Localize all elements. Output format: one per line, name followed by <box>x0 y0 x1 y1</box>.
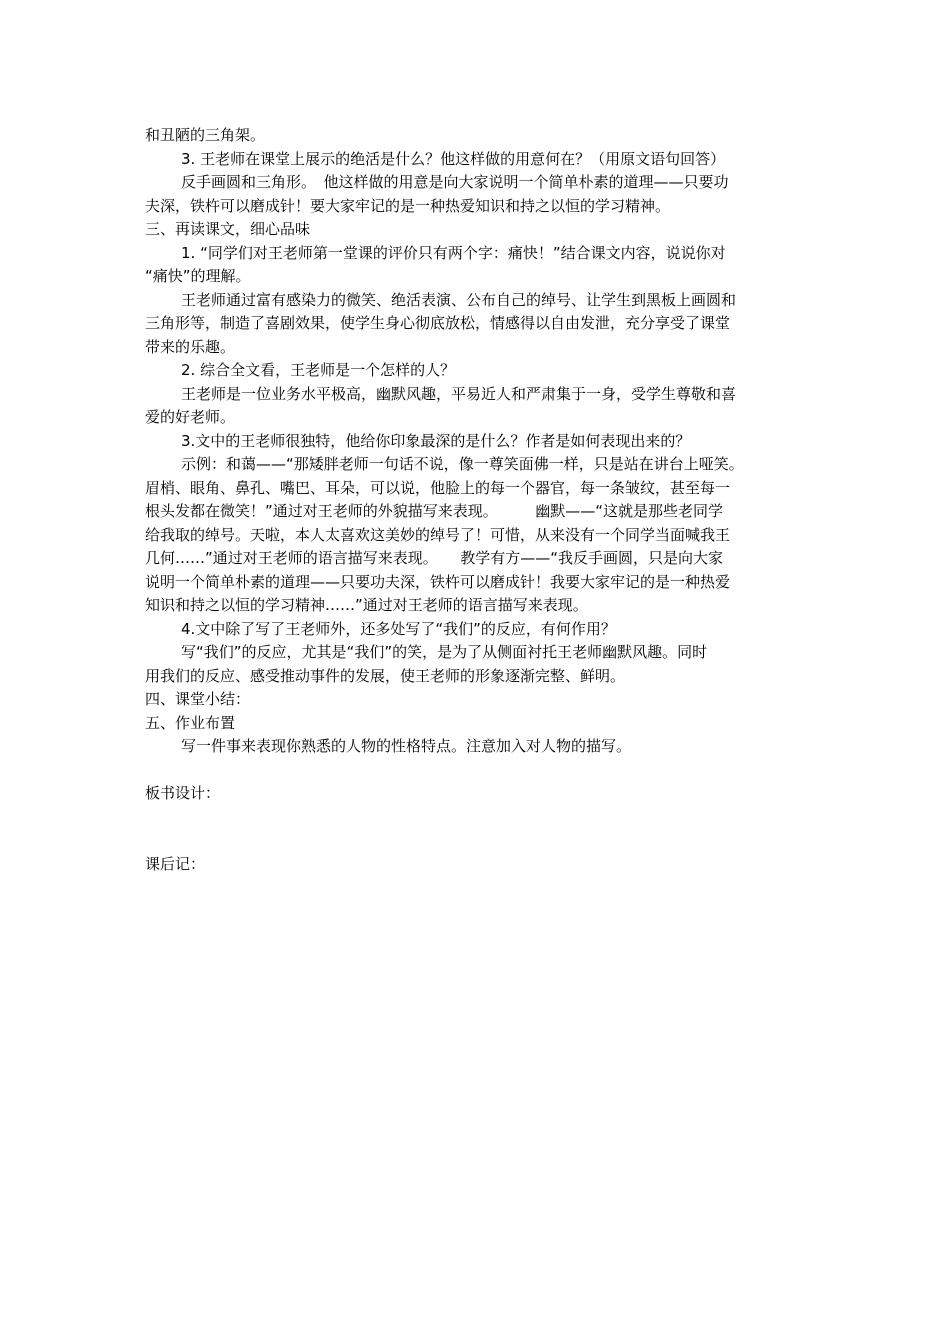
question-3: 3. 王老师在课堂上展示的绝活是什么？他这样做的用意何在？（用原文语句回答） <box>181 149 726 168</box>
section-heading-3: 三、再读课文，细心品味 <box>145 220 311 238</box>
answer-2-line-1: 王老师是一位业务水平极高，幽默风趣，平易近人和严肃集于一身，受学生尊敬和喜 <box>181 384 737 403</box>
example-line-4: 给我取的绰号。天啦，本人太喜欢这美妙的绰号了！可惜，从来没有一个同学当面喊我王 <box>145 525 731 544</box>
answer-1-line-2: 三角形等，制造了喜剧效果，使学生身心彻底放松，情感得以自由发泄，充分享受了课堂 <box>145 314 731 332</box>
question-1-line-2: “痛快”的理解。 <box>145 267 251 285</box>
section-heading-5: 五、作业布置 <box>145 713 236 732</box>
example-line-3: 根头发都在微笑！”通过对王老师的外貌描写来表现。 幽默——“这就是那些老同学 <box>145 502 724 520</box>
example-line-6: 说明一个简单朴素的道理——只要功夫深，铁杵可以磨成针！我要大家牢记的是一种热爱 <box>145 572 731 591</box>
homework-text: 写一件事来表现你熟悉的人物的性格特点。注意加入对人物的描写。 <box>181 737 632 755</box>
answer-4-line-2: 用我们的反应、感受推动事件的发展，使王老师的形象逐渐完整、鲜明。 <box>145 666 626 685</box>
example-line-7: 知识和持之以恒的学习精神……”通过对王老师的语言描写来表现。 <box>145 596 588 614</box>
answer-3-line-1: 反手画圆和三角形。 他这样做的用意是向大家说明一个简单朴素的道理——只要功 <box>181 173 729 191</box>
example-line-5: 几何……”通过对王老师的语言描写来表现。 教学有方——“我反手画圆，只是向大家 <box>145 549 724 567</box>
section-heading-4: 四、课堂小结： <box>145 690 251 708</box>
document-body <box>145 124 825 876</box>
board-design-label: 板书设计： <box>145 784 221 802</box>
answer-4-line-1: 写“我们”的反应，尤其是“我们”的笑，是为了从侧面衬托王老师幽默风趣。同时 <box>181 643 708 661</box>
question-4: 4.文中除了写了王老师外，还多处写了“我们”的反应，有何作用？ <box>181 619 616 638</box>
question-1-line-1: 1. “同学们对王老师第一堂课的评价只有两个字：痛快！”结合课文内容，说说你对 <box>181 243 726 262</box>
answer-1-line-1: 王老师通过富有感染力的微笑、绝活表演、公布自己的绰号、让学生到黑板上画圆和 <box>181 290 737 309</box>
question-2: 2. 综合全文看，王老师是一个怎样的人？ <box>181 361 456 379</box>
answer-3-line-2: 夫深，铁杵可以磨成针！要大家牢记的是一种热爱知识和持之以恒的学习精神。 <box>145 196 671 215</box>
text-line: 和丑陋的三角架。 <box>145 126 266 144</box>
afterword-label: 课后记： <box>145 854 206 873</box>
answer-1-line-3: 带来的乐趣。 <box>145 337 236 356</box>
question-3b: 3.文中的王老师很独特，他给你印象最深的是什么？作者是如何表现出来的？ <box>181 431 691 450</box>
answer-2-line-2: 爱的好老师。 <box>145 408 236 426</box>
example-line-1: 示例：和蔼——“那矮胖老师一句话不说，像一尊笑面佛一样，只是站在讲台上哑笑。 <box>181 455 744 473</box>
example-line-2: 眉梢、眼角、鼻孔、嘴巴、耳朵，可以说，他脸上的每一个器官，每一条皱纹，甚至每一 <box>145 478 731 497</box>
